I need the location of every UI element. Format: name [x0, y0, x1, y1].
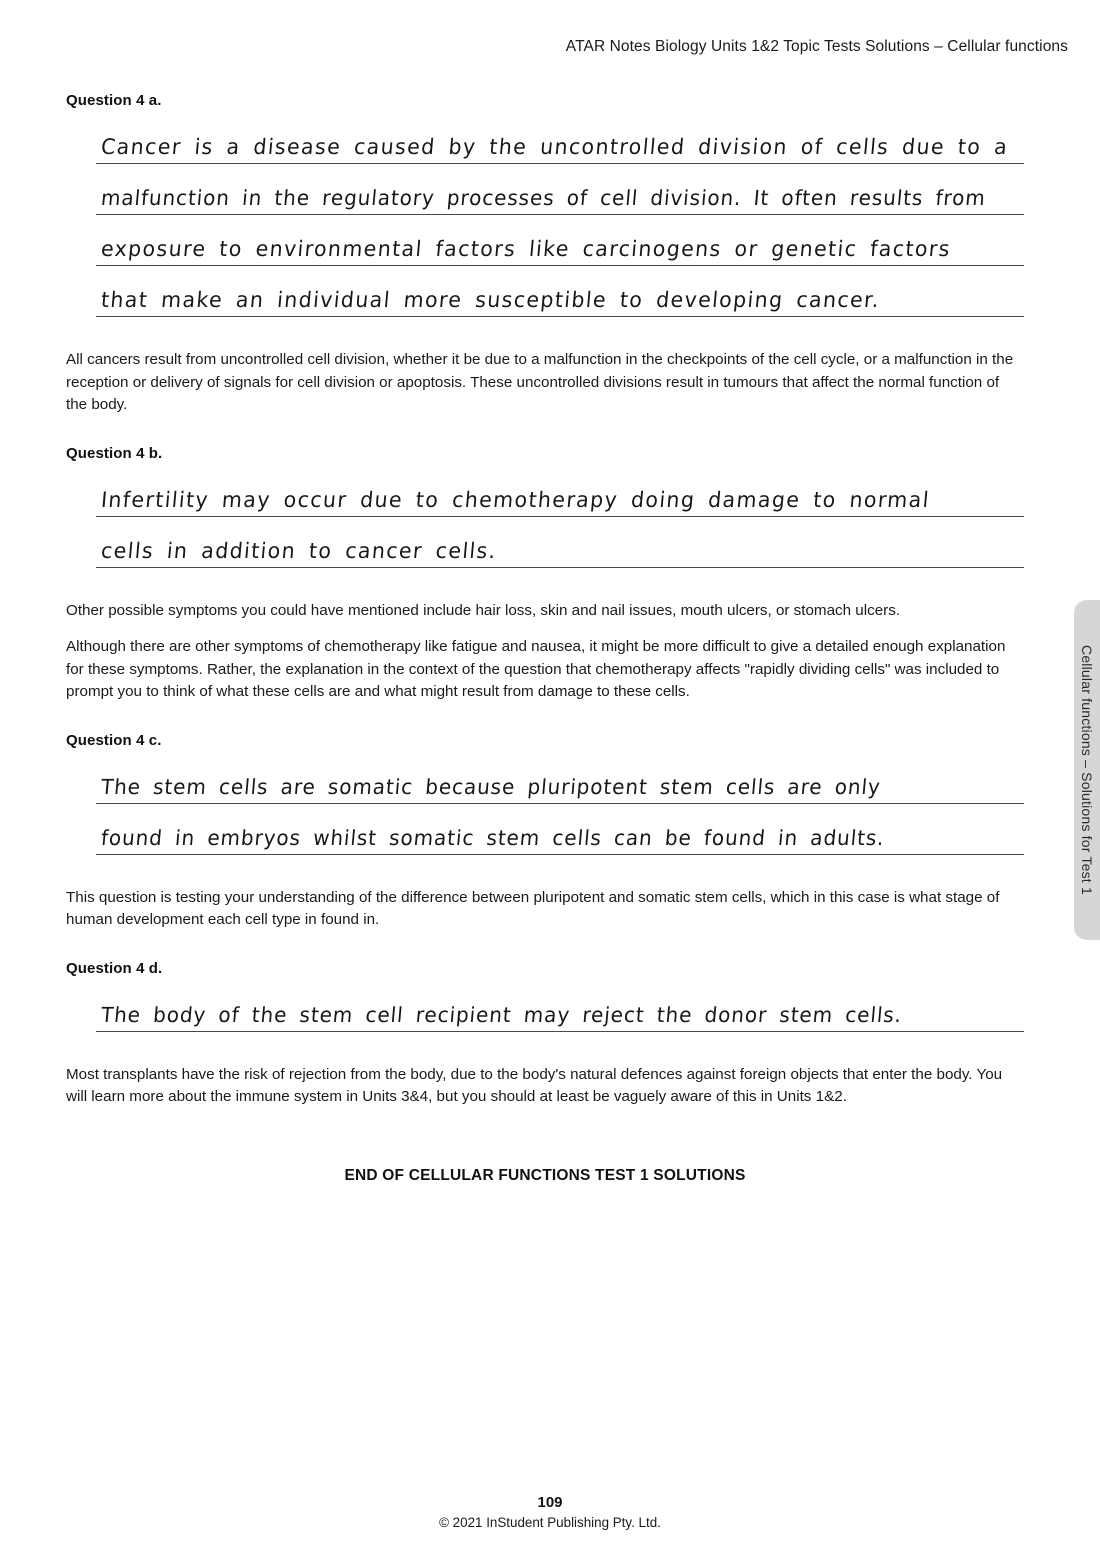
- answer-rule: [96, 803, 1024, 804]
- answer-rule: [96, 316, 1024, 317]
- handwriting-text: Cancer is a disease caused by the uncontrolled division of cells due to a: [100, 134, 1010, 159]
- answer-rule: [96, 265, 1024, 266]
- explanation-4c: This question is testing your understanding of the difference between pluripotent and somatic stem cells, which in this case is what stage of human development each cell type in found in.: [66, 888, 1000, 928]
- answer-rule: [96, 516, 1024, 517]
- handwritten-answer-4a: [66, 119, 1024, 323]
- handwriting-line: [96, 987, 1024, 1038]
- explanation-4d: Most transplants have the risk of rejection from the body, due to the body's natural defences against foreign objects that enter the body. You will learn more about the immune system in Units 3&4, but you should at least be vaguely aware of this in Units 1&2.: [66, 1065, 1003, 1105]
- explanation-4b-1: Other possible symptoms you could have mentioned include hair loss, skin and nail issues, mouth ulcers, or stomach ulcers.: [66, 601, 901, 619]
- section-tab-label: Cellular functions – Solutions for Test 1: [1079, 645, 1095, 895]
- question-label-4a: Question 4 a.: [66, 92, 162, 109]
- handwriting-line: [96, 170, 1024, 221]
- page-content: [66, 92, 1024, 1185]
- handwriting-text: cells in addition to cancer cells.: [100, 537, 498, 563]
- handwriting-text: malfunction in the regulatory processes of cell division. It often results from: [100, 185, 987, 210]
- copyright-notice: © 2021 InStudent Publishing Pty. Ltd.: [439, 1515, 661, 1530]
- answer-rule: [96, 214, 1024, 215]
- handwriting-line: [96, 119, 1024, 170]
- answer-rule: [96, 163, 1024, 164]
- question-label-4d: Question 4 d.: [66, 959, 163, 977]
- handwriting-line: [96, 221, 1024, 272]
- question-label-4b: Question 4 b.: [66, 444, 163, 462]
- handwriting-line: [96, 272, 1024, 323]
- question-label-4c: Question 4 c.: [66, 731, 162, 749]
- answer-rule: [96, 1031, 1024, 1032]
- handwriting-line: [96, 523, 1024, 574]
- end-of-test-note: END OF CELLULAR FUNCTIONS TEST 1 SOLUTIONS: [344, 1166, 746, 1184]
- handwriting-text: found in embryos whilst somatic stem cells can be found in adults.: [100, 824, 886, 850]
- answer-rule: [96, 567, 1024, 568]
- handwritten-answer-4d: [66, 987, 1024, 1038]
- explanation-4b-2: Although there are other symptoms of chemotherapy like fatigue and nausea, it might be more difficult to give a detailed enough explanation for these symptoms. Rather, the explanation in the context of the question that chemotherapy affects "rapidly dividing cells" was included to prompt you to think of what these cells are and what might result from damage to these cells.: [66, 638, 1006, 700]
- running-header: ATAR Notes Biology Units 1&2 Topic Tests Solutions – Cellular functions: [565, 38, 1068, 55]
- answer-rule: [96, 854, 1024, 855]
- handwriting-line: [96, 759, 1024, 810]
- handwriting-line: [96, 810, 1024, 861]
- handwritten-answer-4b: [66, 472, 1024, 574]
- explanation-4a: All cancers result from uncontrolled cell division, whether it be due to a malfunction in the checkpoints of the cell cycle, or a malfunction in the reception or delivery of signals for cell division or apoptosis. These uncontrolled divisions result in tumours that affect the normal function of the body.: [66, 351, 1014, 413]
- page-footer: [0, 1494, 1100, 1530]
- section-tab: [1074, 600, 1100, 940]
- handwriting-text: The stem cells are somatic because pluripotent stem cells are only: [100, 773, 882, 799]
- page-number: 109: [537, 1494, 563, 1511]
- handwriting-text: Infertility may occur due to chemotherapy doing damage to normal: [100, 486, 931, 512]
- handwriting-text: that make an individual more susceptible to developing cancer.: [100, 287, 882, 312]
- handwriting-text: exposure to environmental factors like carcinogens or genetic factors: [100, 236, 952, 261]
- handwriting-text: The body of the stem cell recipient may reject the donor stem cells.: [100, 1001, 904, 1027]
- handwriting-line: [96, 472, 1024, 523]
- handwritten-answer-4c: [66, 759, 1024, 861]
